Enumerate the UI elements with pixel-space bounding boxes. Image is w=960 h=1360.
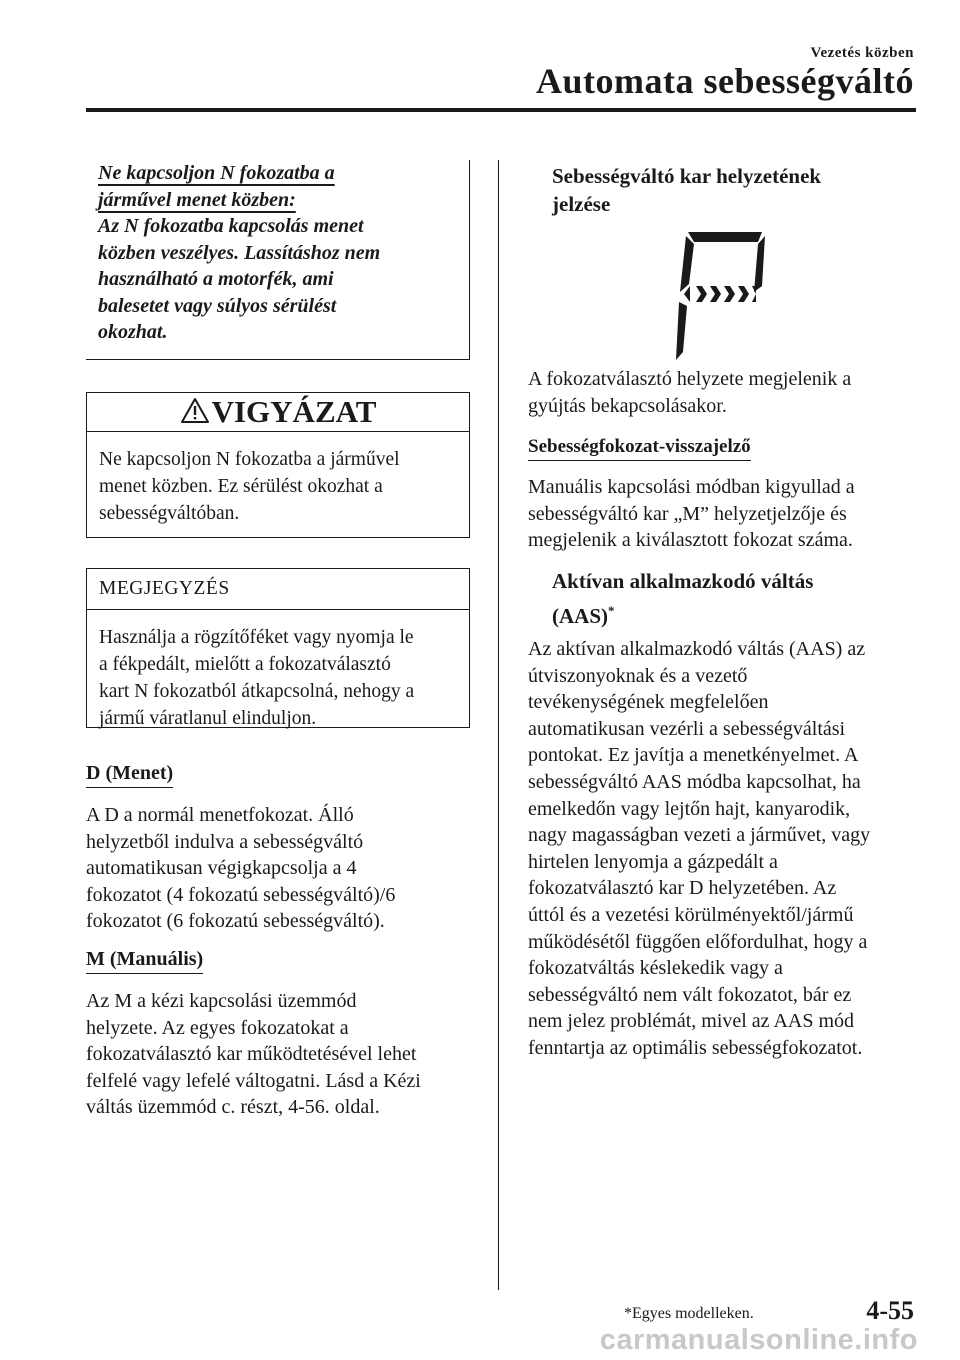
page-title: Automata sebességváltó: [536, 61, 914, 101]
caution-body: Ne kapcsoljon N fokozatba a járművel menet közben. Ez sérülést okozhat a sebességváltóban.: [99, 449, 400, 524]
warning-heading: [98, 160, 463, 213]
m-body: Az M a kézi kapcsolási üzemmód helyzete. Az egyes fokozatokat a fokozatválasztó kar működtetésével lehet felfelé vagy lefelé váltogatni. Lásd a Kézi váltás üzemmód c. részt, 4-56. oldal.: [86, 990, 421, 1119]
page-number: 4-55: [866, 1296, 914, 1325]
warning-heading-line2: járművel menet közben:: [98, 188, 296, 211]
caution-box: [86, 392, 470, 538]
d-body: A D a normál menetfokozat. Álló helyzetből indulva a sebességváltó automatikusan végigkapcsolja a 4 fokozatot (4 fokozatú sebességváltó)/6 fokozatot (6 fokozatú sebességváltó).: [86, 804, 396, 933]
header-rule: [86, 108, 916, 112]
caution-header: [87, 393, 469, 432]
indicator-body: A fokozatválasztó helyzete megjelenik a gyújtás bekapcsolásakor.: [528, 368, 852, 417]
aas-body: Az aktívan alkalmazkodó váltás (AAS) az útviszonyoknak és a vezető tevékenységének megfelelően automatikusan vezérli a sebességváltási pontokat. Ez javítja a menetkényelmet. A sebességváltó AAS módba kapcsolhat, ha emelkedőn vagy lejtőn hajt, kanyarodik, nagy magasságban vezeti a járművet, vagy hirtelen lenyomja a gázpedált a fokozatválasztó kar D helyzetében. Az úttól és a vezetési körülményektől/jármű működésétől függően előfordulhat, hogy a fokozatváltás késlekedik vagy a sebességváltó nem vált fokozatot, bár ez nem jelez problémát, mivel az AAS mód fenntartja az optimális sebességfokozatot.: [528, 638, 871, 1059]
indicator-heading: Sebességváltó kar helyzetének jelzése: [552, 164, 822, 216]
aas-heading: Aktívan alkalmazkodó váltás (AAS)*: [552, 569, 814, 628]
note-box: [86, 568, 470, 728]
footnote: *Egyes modelleken.: [624, 1305, 754, 1322]
warning-continued-box: [86, 160, 470, 360]
gear-indicator-heading: Sebességfokozat-visszajelző: [528, 436, 751, 458]
gear-indicator-body: Manuális kapcsolási módban kigyullad a sebességváltó kar „M” helyzetjelzője és megjelenik a kiválasztott fokozat száma.: [528, 476, 855, 552]
d-heading: D (Menet): [86, 762, 173, 785]
warning-triangle-icon: [180, 397, 210, 424]
aas-footnote-mark: *: [608, 603, 615, 618]
warning-heading-line1: Ne kapcsoljon N fokozatba a: [98, 162, 335, 184]
note-body: Használja a rögzítőféket vagy nyomja le a fékpedált, mielőtt a fokozatválasztó kart N fokozatból átkapcsolná, nehogy a jármű váratlanul elinduljon.: [99, 627, 415, 729]
caution-title: VIGYÁZAT: [211, 394, 377, 429]
column-divider: [498, 160, 499, 1290]
note-title: MEGJEGYZÉS: [87, 569, 469, 610]
watermark: carmanualsonline.info: [599, 1324, 918, 1356]
m-heading: M (Manuális): [86, 948, 203, 971]
section-label: Vezetés közben: [810, 45, 914, 61]
p-position-indicator-icon: [674, 228, 770, 360]
warning-body: Az N fokozatba kapcsolás menet közben veszélyes. Lassításhoz nem használható a motorfék, ami balesetet vagy súlyos sérülést okozhat.: [98, 215, 381, 343]
